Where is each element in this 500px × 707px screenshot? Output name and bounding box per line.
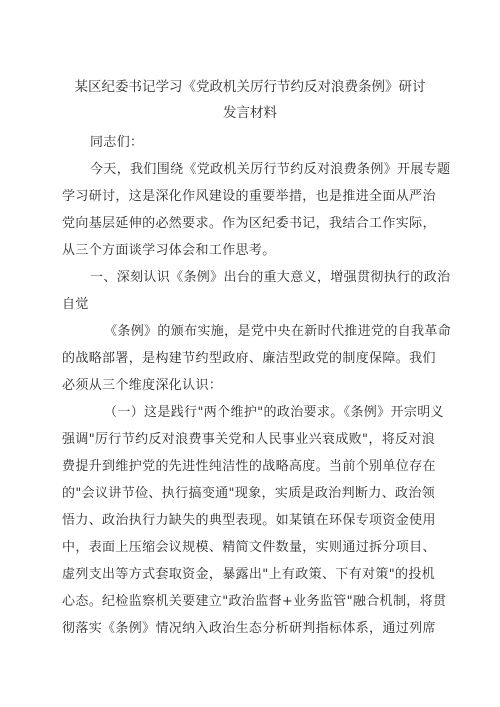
paragraph-line: 的"会议讲节俭、执行搞变通"现象，实质是政治判断力、政治领 [62,486,436,501]
paragraph-line: 学习研讨，这是深化作风建设的重要举措，也是推进全面从严治 [62,189,436,204]
paragraph-line: 彻落实《条例》情况纳入政治生态分析研判指标体系，通过列席 [62,621,436,636]
document-title: 某区纪委书记学习《党政机关厉行节约反对浪费条例》研讨 [74,79,426,95]
paragraph-line: 党向基层延伸的必然要求。作为区纪委书记，我结合工作实际， [62,216,436,231]
paragraph-line: 悟力、政治执行力缺失的典型表现。如某镇在环保专项资金使用 [62,513,436,528]
paragraph-line: 心态。纪检监察机关要建立"政治监督+业务监管"融合机制，将贯 [62,594,447,609]
paragraph-line: 今天，我们围绕《党政机关厉行节约反对浪费条例》开展专题 [90,162,451,177]
paragraph-line: 虚列支出等方式套取资金，暴露出"上有政策、下有对策"的投机 [62,567,436,582]
paragraph-line: 必须从三个维度深化认识： [62,378,223,393]
paragraph-line: 中，表面上压缩会议规模、精简文件数量，实则通过拆分项目、 [62,540,436,555]
section-heading-line: 一、深刻认识《条例》出台的重大意义，增强贯彻执行的政治 [90,270,451,285]
paragraph-line: 《条例》的颁布实施，是党中央在新时代推进党的自我革命 [104,324,452,339]
paragraph-line: 费提升到维护党的先进性纯洁性的战略高度。当前个别单位存在 [62,459,436,474]
section-heading-line: 自觉 [62,297,89,312]
salutation: 同志们： [90,135,144,150]
paragraph-line: 的战略部署，是构建节约型政府、廉洁型政党的制度保障。我们 [62,351,436,366]
paragraph-line: 从三个方面谈学习体会和工作思考。 [62,243,276,258]
paragraph-line: （一）这是践行"两个维护"的政治要求。《条例》开宗明义 [104,405,444,420]
document-subtitle: 发言材料 [223,105,277,121]
paragraph-line: 强调"厉行节约反对浪费事关党和人民事业兴衰成败"，将反对浪 [62,432,436,447]
